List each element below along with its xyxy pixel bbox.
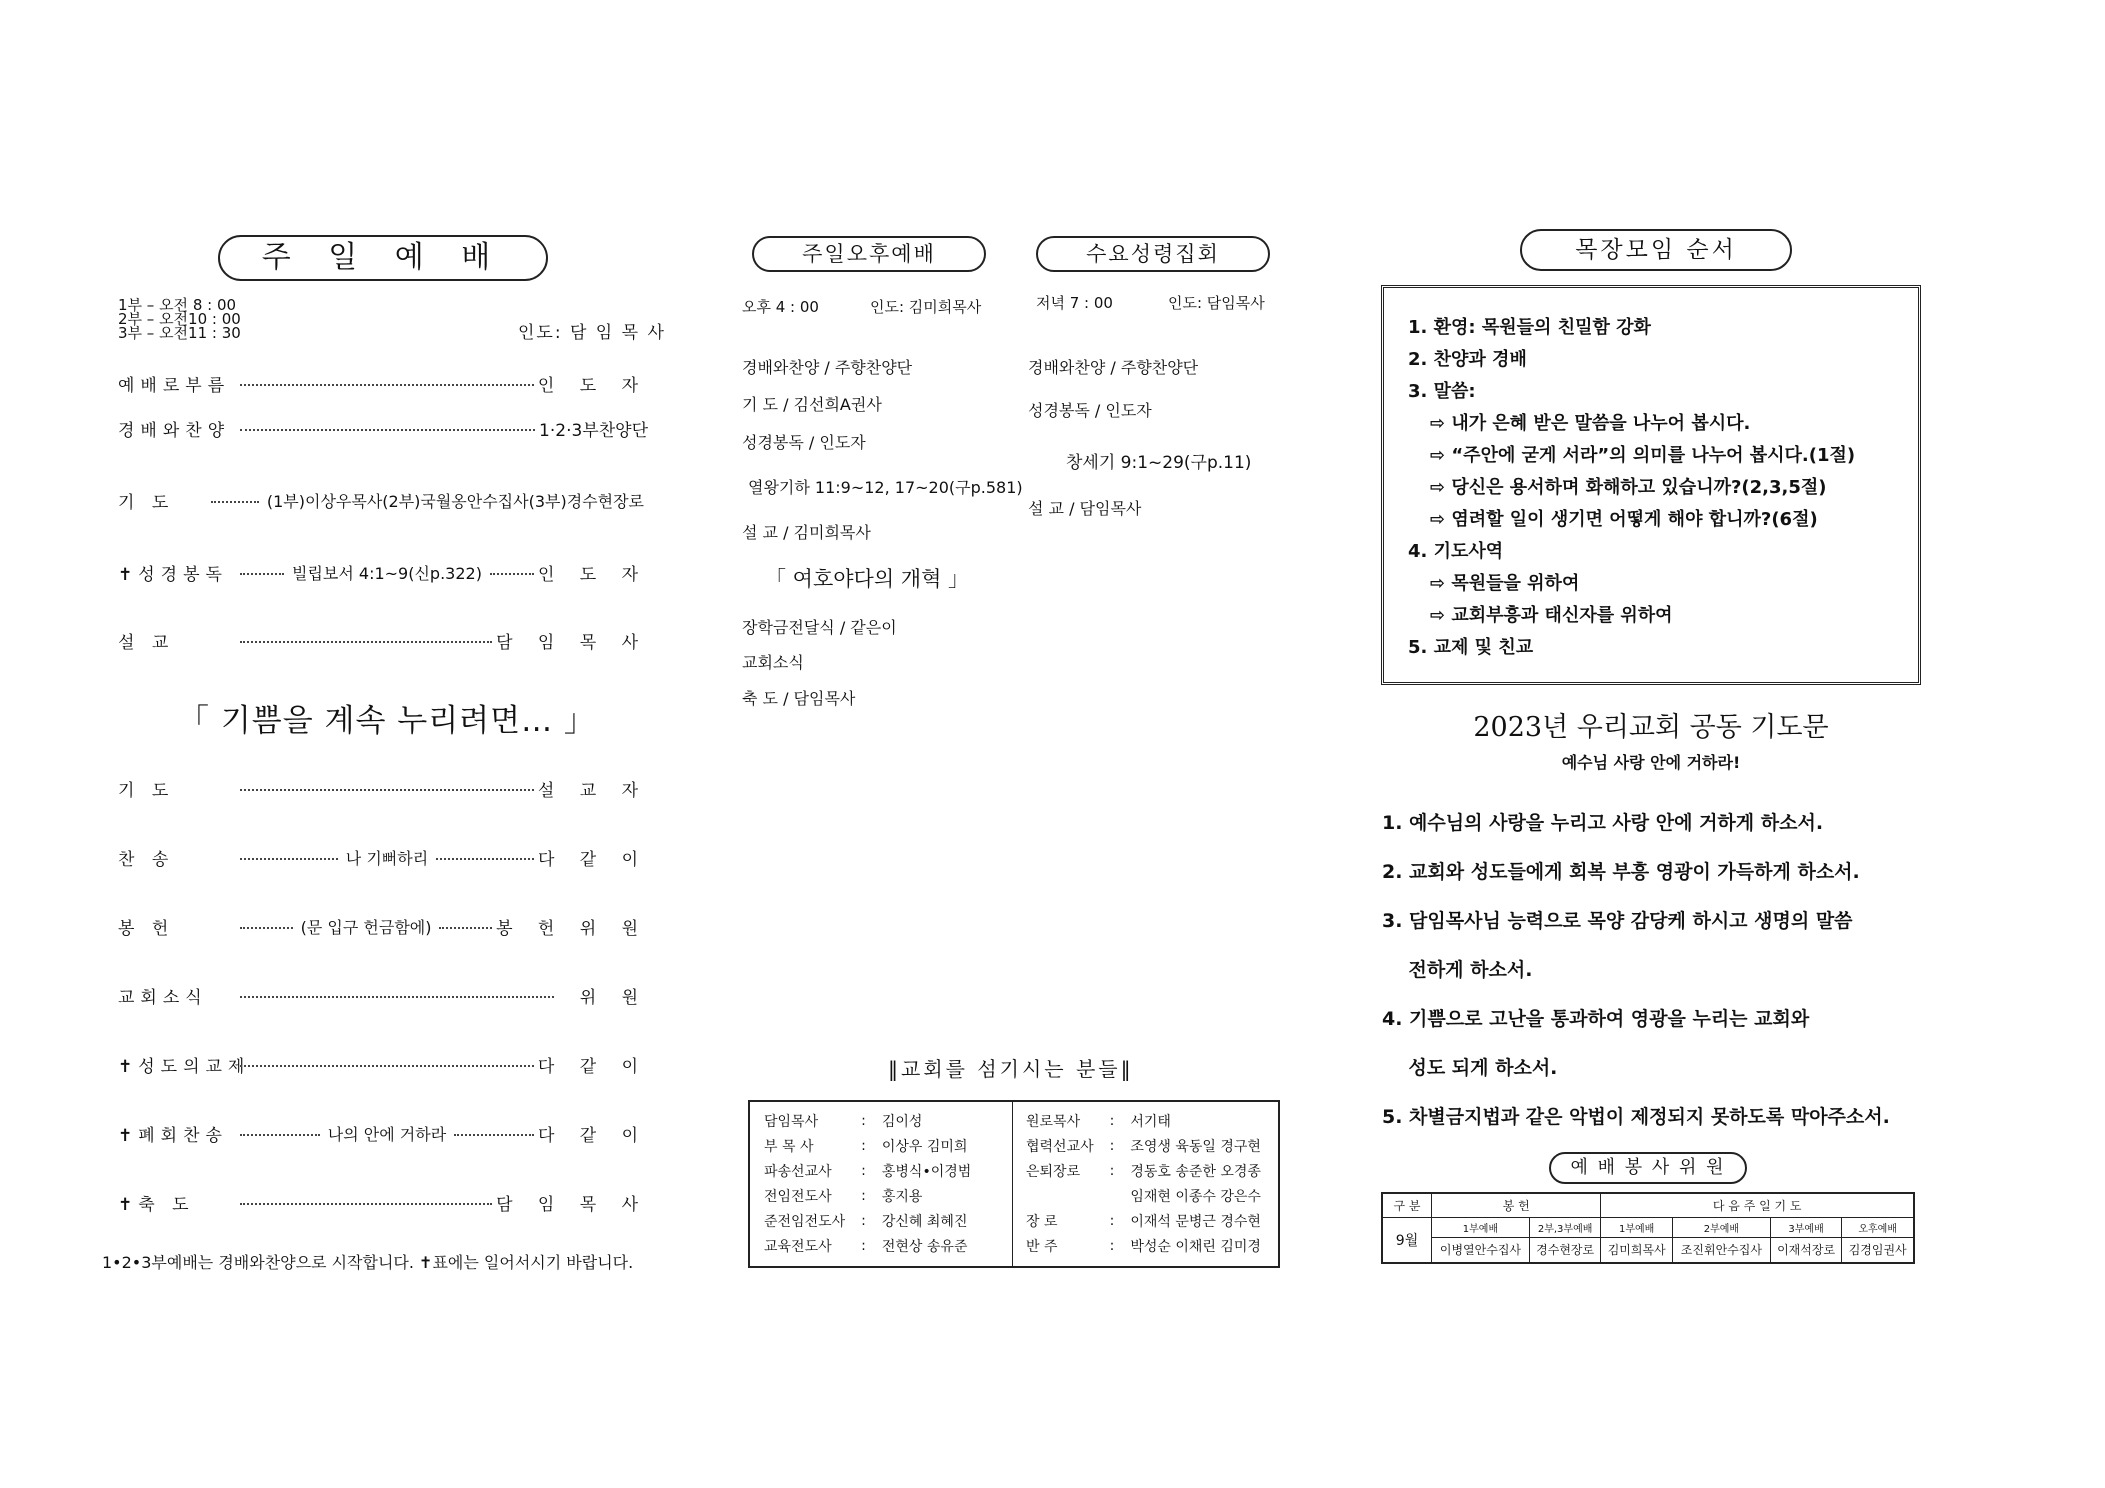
order-item: 기 도 설 교 자 (118, 780, 648, 801)
duty-header: 봉 헌 (1432, 1193, 1601, 1217)
staff-left: 담임목사 : 김이성 부 목 사 : 이상우 김미희 파송선교사 : 홍병식•이경범 전임전도사 : 홍지용 준전임전도사 : 강신혜 최혜진 교육전도사 : 전현상 송유준 (764, 1112, 972, 1255)
afternoon-line: 열왕기하 11:9~12, 17~20(구p.581) (748, 478, 1023, 497)
prayer-line: 2. 교회와 성도들에게 회복 부흥 영광이 가득하게 하소서. (1382, 861, 1860, 883)
afternoon-line: 교회소식 (742, 653, 804, 672)
duty-cell: 김경임권사 (1842, 1237, 1914, 1263)
duty-header: 구 분 (1382, 1193, 1432, 1217)
duty-subheader: 2부예배 (1672, 1217, 1770, 1237)
sunday-title: 주 일 예 배 (218, 235, 548, 281)
order-item: ✝성경봉독 빌립보서 4:1~9(신p.322) 인 도 자 (118, 559, 648, 585)
order-item: ✝성도의교제 다 같 이 (118, 1056, 648, 1077)
duty-cell: 경수현장로 (1529, 1237, 1601, 1263)
wednesday-line: 설 교 / 담임목사 (1028, 499, 1142, 518)
afternoon-line: 성경봉독 / 인도자 (742, 433, 866, 452)
cell-item: ⇨ 교회부흥과 태신자를 위하여 (1430, 605, 1673, 626)
prayer-line: 4. 기쁨으로 고난을 통과하여 영광을 누리는 교회와 (1382, 1008, 1810, 1030)
cell-item: ⇨ 염려할 일이 생기면 어떻게 해야 합니까?(6절) (1430, 509, 1818, 530)
duty-subheader: 3부예배 (1770, 1217, 1842, 1237)
order-item: 찬 송 나 기뻐하리 다 같 이 (118, 844, 648, 870)
service-times: 1부 – 오전 8 : 00 2부 – 오전10 : 00 3부 – 오전11 : 30 (118, 296, 241, 342)
cell-item: 2. 찬양과 경배 (1408, 349, 1527, 370)
duty-title: 예 배 봉 사 위 원 (1549, 1152, 1747, 1184)
prayer-line: 3. 담임목사님 능력으로 목양 감당케 하시고 생명의 말씀 (1382, 910, 1853, 932)
order-item: ✝폐회찬송 나의 안에 거하라 다 같 이 (118, 1120, 648, 1146)
prayer-line: 성도 되게 하소서. (1382, 1057, 1558, 1079)
duty-subheader: 1부예배 (1601, 1217, 1673, 1237)
cell-item: ⇨ “주안에 굳게 서라”의 의미를 나누어 봅시다.(1절) (1430, 445, 1856, 466)
duty-header: 다 음 주 일 기 도 (1601, 1193, 1914, 1217)
staff-right: 원로목사 : 서기태 협력선교사 : 조영생 육동일 경구현 은퇴장로 : 경동호 송준한 오경종 임재현 이종수 강은수 장 로 : 이재석 문병근 경수현 반 주 : 박성순 이채린 김미경 (1026, 1112, 1261, 1255)
wednesday-line: 성경봉독 / 인도자 (1028, 401, 1152, 420)
cell-item: 4. 기도사역 (1408, 541, 1504, 562)
staff-box (748, 1100, 1280, 1268)
wednesday-leader: 인도: 담임목사 (1168, 294, 1265, 312)
duty-cell: 이병열안수집사 (1432, 1237, 1530, 1263)
duty-table (1381, 1192, 1915, 1264)
duty-month: 9월 (1382, 1217, 1432, 1263)
order-item: 봉 헌 (문 입구 헌금함에) 봉 헌 위 원 (118, 913, 648, 939)
duty-cell: 조진휘안수집사 (1672, 1237, 1770, 1263)
wednesday-line: 경배와찬양 / 주향찬양단 (1028, 358, 1199, 377)
staff-title: ‖교회를 섬기시는 분들‖ (888, 1057, 1134, 1081)
prayer-subtitle: 예수님 사랑 안에 거하라! (1561, 753, 1741, 772)
cell-item: ⇨ 목원들을 위하여 (1430, 573, 1580, 594)
cell-item: 1. 환영: 목원들의 친밀함 강화 (1408, 317, 1651, 338)
prayer-line: 전하게 하소서. (1382, 959, 1533, 981)
afternoon-line: 설 교 / 김미희목사 (742, 523, 871, 542)
cell-item: ⇨ 내가 은혜 받은 말씀을 나누어 봅시다. (1430, 413, 1751, 434)
afternoon-line: 경배와찬양 / 주향찬양단 (742, 358, 913, 377)
afternoon-sermon-title: 「 여호야다의 개혁 」 (765, 567, 970, 591)
order-item: 설 교 담 임 목 사 (118, 632, 648, 653)
duty-subheader: 1부예배 (1432, 1217, 1530, 1237)
duty-cell: 김미희목사 (1601, 1237, 1673, 1263)
cell-item: 5. 교제 및 친교 (1408, 637, 1534, 658)
duty-cell: 이재석장로 (1770, 1237, 1842, 1263)
footnote: 1•2•3부예배는 경배와찬양으로 시작합니다. ✝표에는 일어서시기 바랍니다. (102, 1253, 634, 1272)
cell-order-box (1381, 285, 1921, 685)
order-item: 경배와찬양 1·2·3부찬양단 (118, 420, 648, 441)
afternoon-line: 장학금전달식 / 같은이 (742, 618, 897, 637)
order-item: 교회소식 위 원 (118, 987, 648, 1008)
sunday-leader: 인도: 담 임 목 사 (518, 323, 666, 343)
sermon-title: 「 기쁨을 계속 누리려면… 」 (178, 703, 596, 739)
order-item: ✝축 도 담 임 목 사 (118, 1194, 648, 1215)
cell-title: 목장모임 순서 (1520, 229, 1792, 271)
cell-item: 3. 말씀: (1408, 381, 1476, 402)
prayer-title: 2023년 우리교회 공동 기도문 (1473, 712, 1829, 743)
cell-item: ⇨ 당신은 용서하며 화해하고 있습니까?(2,3,5절) (1430, 477, 1827, 498)
afternoon-leader: 인도: 김미희목사 (870, 298, 982, 316)
afternoon-title: 주일오후예배 (752, 236, 986, 272)
prayer-line: 5. 차별금지법과 같은 악법이 제정되지 못하도록 막아주소서. (1382, 1106, 1890, 1128)
afternoon-time: 오후 4 : 00 (742, 298, 819, 316)
afternoon-line: 기 도 / 김선희A권사 (742, 395, 882, 414)
wednesday-line: 창세기 9:1~29(구p.11) (1066, 453, 1252, 473)
order-item: 기 도 (1부)이상우목사(2부)국월옹안수집사(3부)경수현장로 (118, 487, 648, 513)
order-item: 예배로부름 인 도 자 (118, 375, 648, 396)
wednesday-title: 수요성령집회 (1036, 236, 1270, 272)
prayer-line: 1. 예수님의 사랑을 누리고 사랑 안에 거하게 하소서. (1382, 812, 1824, 834)
wednesday-time: 저녁 7 : 00 (1036, 294, 1113, 312)
duty-subheader: 오후예배 (1842, 1217, 1914, 1237)
duty-subheader: 2부,3부예배 (1529, 1217, 1601, 1237)
afternoon-line: 축 도 / 담임목사 (742, 689, 856, 708)
